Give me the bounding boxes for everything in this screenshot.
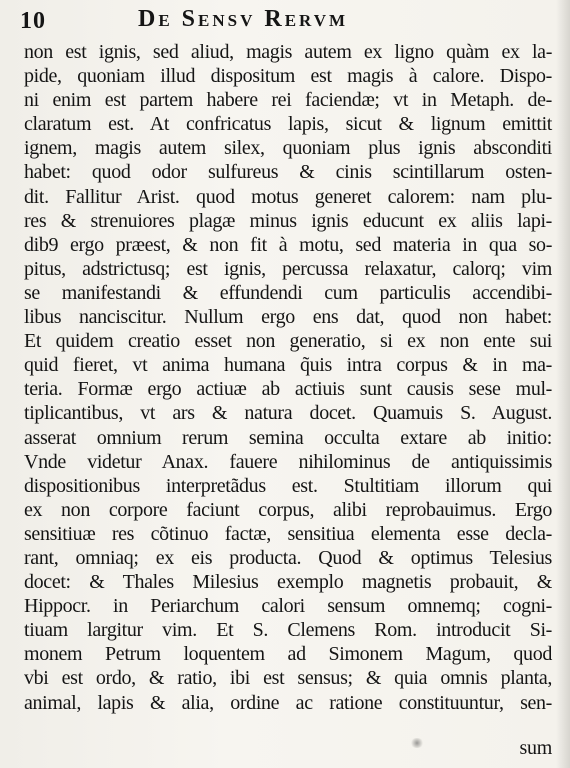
text-line: animal, lapis & alia, ordine ac ratione constituuntur, sen-	[24, 691, 552, 714]
text-line: non est ignis, sed aliud, magis autem ex ligno quàm ex la-	[24, 41, 552, 63]
text-line: teria. Formæ ergo actiuæ ab actiuis sunt causis sese mul-	[24, 378, 552, 401]
text-line: claratum est. At confricatus lapis, sicut & lignum emittit	[24, 113, 552, 136]
text-line: vbi est ordo, & ratio, ibi est sensus; & quia omnis planta,	[24, 667, 552, 690]
text-line: Vnde videtur Anax. fauere nihilominus de antiquissimis	[24, 450, 552, 473]
text-line: ex non corpore faciunt corpus, alibi reprobauimus. Ergo	[24, 498, 552, 521]
text-line: tiplicantibus, vt ars & natura docet. Quamuis S. August.	[24, 402, 552, 425]
body-text	[24, 40, 552, 715]
text-line: monem Petrum loquentem ad Simonem Magum, quod	[24, 643, 552, 666]
text-line: Hippocr. in Periarchum calori sensum omnemq; cogni-	[24, 595, 552, 618]
text-line: habet: quod odor sulfureus & cinis scintillarum osten-	[24, 161, 552, 184]
text-line: libus nanciscitur. Nullum ergo ens dat, quod non habet:	[24, 306, 552, 329]
page-edge-shadow	[556, 0, 570, 768]
text-line: se manifestandi & effundendi cum particulis accendibi-	[24, 281, 552, 304]
text-line: ignem, magis autem silex, quoniam plus ignis absconditi	[24, 137, 552, 160]
text-line: dib9 ergo præest, & non fit à motu, sed materia in qua so-	[24, 233, 552, 256]
text-line: dispositionibus interpretãdus est. Stultitiam illorum qui	[24, 474, 552, 497]
text-line: quid fieret, vt anima humana q̃uis intra corpus & in ma-	[24, 354, 552, 377]
text-line: rant, omniaq; ex eis producta. Quod & optimus Telesius	[24, 546, 552, 569]
text-line: pitus, adstrictusq; est ignis, percussa relaxatur, calorq; vim	[24, 257, 552, 280]
text-line: asserat omnium rerum semina occulta extare ab initio:	[24, 426, 552, 449]
text-line: res & strenuiores plagæ minus ignis educunt ex aliis lapi-	[24, 209, 552, 232]
text-line: dit. Fallitur Arist. quod motus generet calorem: nam plu-	[24, 185, 552, 208]
text-line: pide, quoniam illud dispositum est magis à calore. Dispo-	[24, 65, 552, 88]
text-line: ni enim est partem habere rei faciendæ; vt in Metaph. de-	[24, 89, 552, 112]
page-number: 10	[20, 8, 46, 34]
text-line: Et quidem creatio esset non generatio, si ex non ente sui	[24, 330, 552, 353]
ink-smudge	[410, 738, 424, 748]
catchword: sum	[519, 737, 552, 759]
running-title: De Sensv Rervm	[138, 6, 349, 32]
page-header	[0, 2, 570, 34]
text-line: sensitiuæ res cõtinuo factæ, sensitiua elementa esse decla-	[24, 522, 552, 545]
text-line: docet: & Thales Milesius exemplo magnetis probauit, &	[24, 571, 552, 594]
text-line: tiuam largitur vim. Et S. Clemens Rom. introducit Si-	[24, 619, 552, 642]
